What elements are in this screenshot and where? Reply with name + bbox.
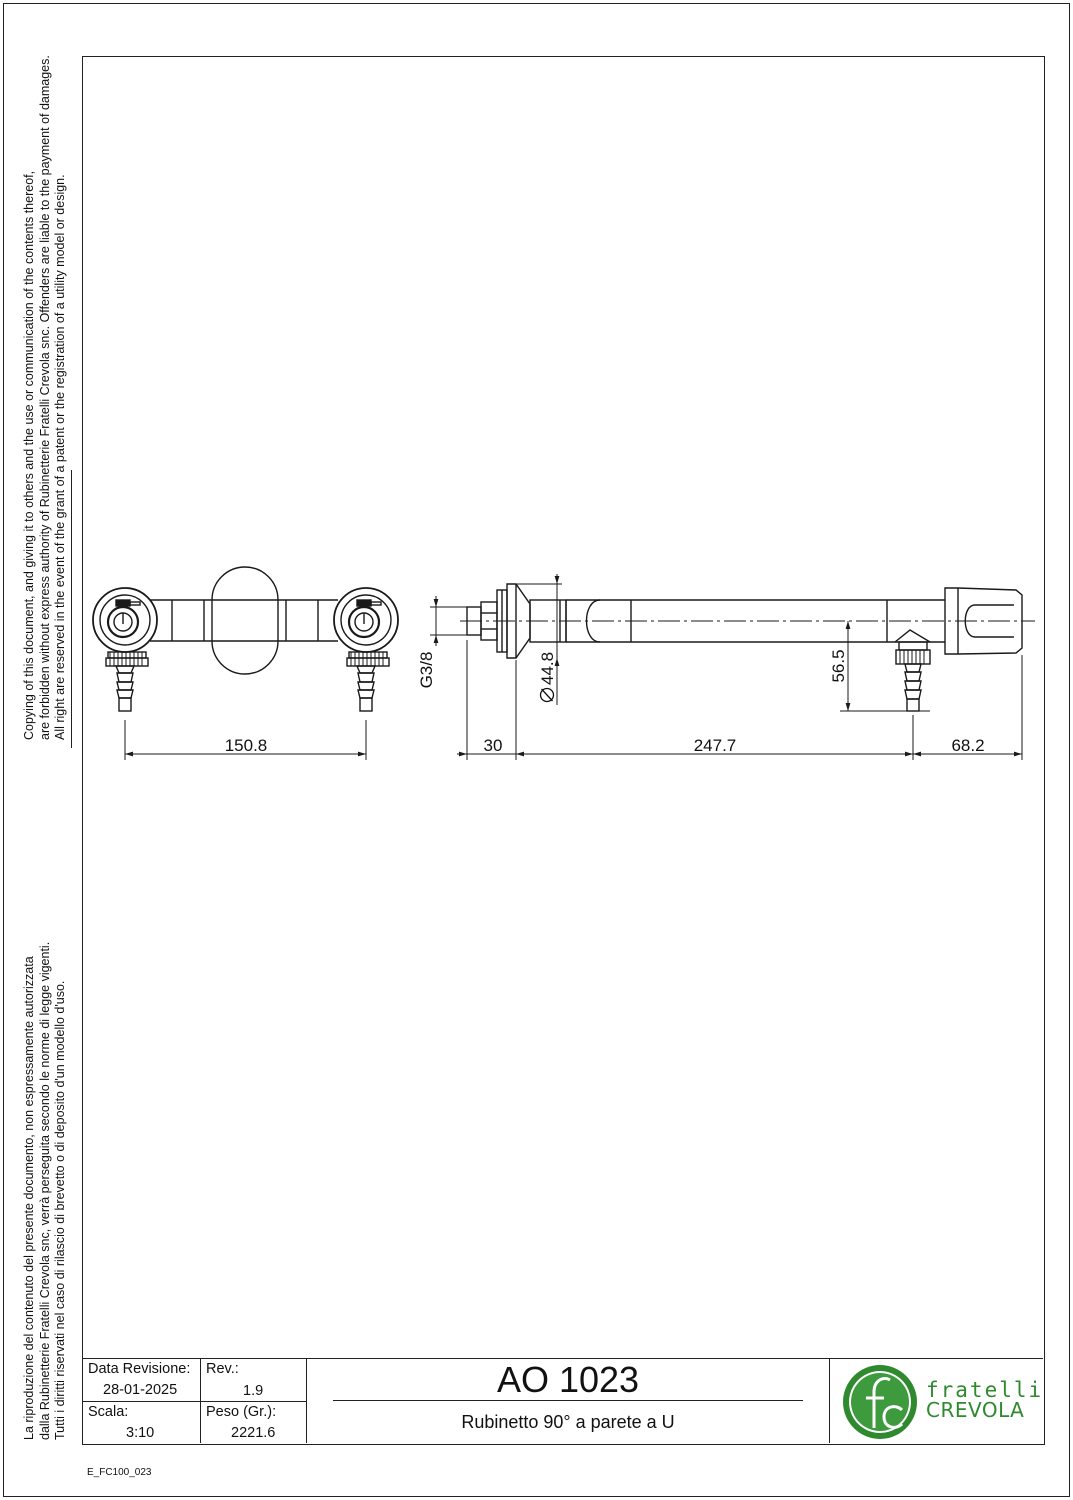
dim-diameter-group	[538, 652, 557, 702]
brand-logo-mark	[840, 1362, 922, 1442]
weight-value: 2221.6	[231, 1425, 276, 1441]
brand-name-top: fratelli	[926, 1378, 1044, 1402]
product-code: AO 1023	[496, 1359, 640, 1400]
notice-it-line-3: Tutti i diritti riservati nel caso di rilascio di brevetto o di deposito d'un modello d'uso.	[53, 980, 67, 1440]
notice-it-line-1: La riproduzione del contenuto del presente documento, non espressamente autorizzata	[22, 956, 36, 1440]
front-view	[93, 567, 398, 760]
revision-date: 28-01-2025	[103, 1382, 178, 1398]
sheet-code: E_FC100_023	[87, 1467, 152, 1478]
tb-row-divider	[83, 1401, 306, 1402]
rev-label: Rev.:	[206, 1361, 239, 1377]
left-valve	[93, 588, 157, 711]
revision-date-label: Data Revisione:	[88, 1361, 191, 1377]
side-view	[430, 574, 1035, 760]
dim-thread: G3/8	[417, 651, 436, 689]
dim-flange-diameter: 44.8	[538, 651, 557, 685]
dim-outlet-length: 68.2	[951, 736, 985, 755]
dim-front-width: 150.8	[224, 736, 268, 755]
brand-name-bottom: CREVOLA	[926, 1398, 1025, 1422]
notice-en-line-3: All right are reserved in the event of the grant of a patent or the registration of a utility model or design.	[53, 174, 67, 740]
weight-label: Peso (Gr.):	[206, 1404, 277, 1420]
tb-divider-2	[306, 1358, 307, 1443]
dim-spout-length: 247.7	[693, 736, 737, 755]
rev-value: 1.9	[243, 1383, 264, 1399]
scale-label: Scala:	[88, 1404, 129, 1420]
dim-outlet-height: 56.5	[829, 649, 848, 683]
dim-wall-offset: 30	[483, 736, 503, 755]
scale-value: 3:10	[126, 1425, 155, 1441]
tb-divider-3	[829, 1358, 830, 1443]
notice-en-line-2: are forbidden without express authority of Rubinetterie Fratelli Crevola snc. Offenders are liable to the payment of damages.	[37, 55, 52, 740]
product-description: Rubinetto 90° a parete a U	[461, 1412, 675, 1432]
notice-en-line-1: Copying of this document, and giving it to others and the use or communication of the contents thereof,	[22, 170, 36, 740]
right-valve	[334, 588, 398, 711]
notice-it-line-2: dalla Rubinetterie Fratelli Crevola snc, verrà perseguita secondo le norme di legge vigenti.	[37, 941, 52, 1440]
